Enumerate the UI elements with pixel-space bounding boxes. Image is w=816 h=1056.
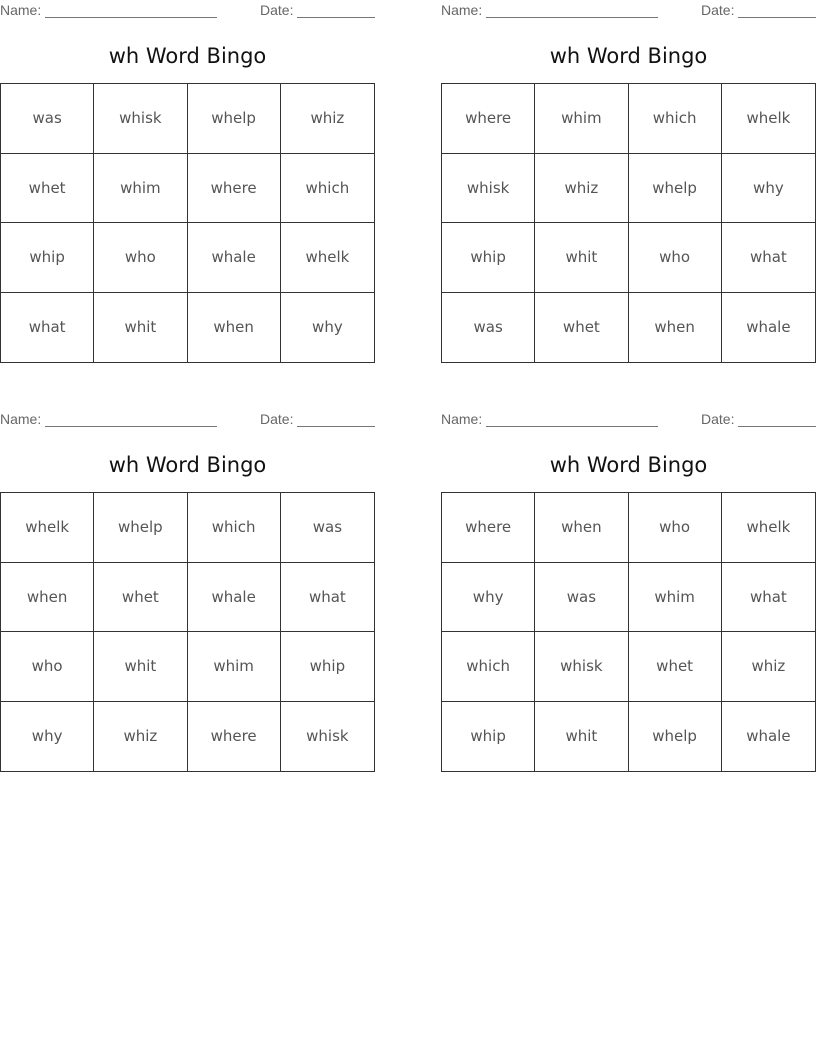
name-label: Name: [0, 2, 42, 18]
bingo-cell: what [1, 293, 94, 363]
bingo-cell: whim [94, 154, 187, 224]
bingo-card-4 [441, 409, 816, 774]
bingo-cell: whale [188, 563, 281, 633]
bingo-cell: which [629, 84, 722, 154]
bingo-cell: when [629, 293, 722, 363]
bingo-cell: whip [442, 223, 535, 293]
bingo-cell: whim [535, 84, 628, 154]
bingo-cell: where [442, 493, 535, 563]
bingo-cell: whip [1, 223, 94, 293]
bingo-cell: who [629, 223, 722, 293]
bingo-cell: whim [188, 632, 281, 702]
bingo-cell: where [188, 154, 281, 224]
date-label: Date: [260, 2, 294, 18]
date-label: Date: [260, 411, 294, 427]
bingo-cell: was [442, 293, 535, 363]
card-title: wh Word Bingo [108, 453, 267, 477]
bingo-cell: whit [94, 293, 187, 363]
bingo-cell: whiz [281, 84, 374, 154]
bingo-cell: whelp [629, 702, 722, 772]
bingo-cell: whiz [722, 632, 815, 702]
bingo-cell: whisk [94, 84, 187, 154]
bingo-grid [441, 492, 816, 772]
name-blank-line [45, 17, 217, 18]
bingo-cell: was [281, 493, 374, 563]
bingo-cell: when [1, 563, 94, 633]
bingo-cell: whet [629, 632, 722, 702]
bingo-cell: which [188, 493, 281, 563]
bingo-cell: whelp [94, 493, 187, 563]
bingo-cell: whelk [1, 493, 94, 563]
bingo-card-2 [441, 0, 816, 365]
bingo-card-1 [0, 0, 375, 365]
bingo-cell: whiz [535, 154, 628, 224]
bingo-cell: whale [746, 318, 791, 337]
bingo-cell: who [94, 223, 187, 293]
name-label: Name: [441, 411, 483, 427]
bingo-cell: whale [746, 727, 791, 746]
bingo-cell: why [722, 154, 815, 224]
bingo-grid [0, 492, 375, 772]
bingo-cell: who [1, 632, 94, 702]
bingo-cell: whet [535, 293, 628, 363]
name-blank-line [45, 426, 217, 427]
bingo-cell: whit [94, 632, 187, 702]
bingo-grid [0, 83, 375, 363]
bingo-cell: whim [629, 563, 722, 633]
bingo-cell: whisk [535, 632, 628, 702]
bingo-cell: whelk [281, 223, 374, 293]
card-header [0, 411, 375, 429]
card-title: wh Word Bingo [549, 453, 708, 477]
card-header [441, 411, 816, 429]
bingo-cell: why [312, 318, 343, 337]
bingo-cell: where [442, 84, 535, 154]
bingo-cell: whip [442, 702, 535, 772]
bingo-cell: when [535, 493, 628, 563]
bingo-cell: whip [281, 632, 374, 702]
date-label: Date: [701, 411, 735, 427]
bingo-cell: whet [94, 563, 187, 633]
bingo-cell: where [188, 702, 281, 772]
bingo-cell: was [1, 84, 94, 154]
bingo-cell: whelp [629, 154, 722, 224]
bingo-cell: whit [535, 702, 628, 772]
bingo-cell: whisk [306, 727, 349, 746]
name-blank-line [486, 17, 658, 18]
bingo-cell: what [281, 563, 374, 633]
bingo-cell: which [442, 632, 535, 702]
bingo-cell: was [535, 563, 628, 633]
bingo-cell: whelp [188, 84, 281, 154]
date-blank-line [297, 17, 375, 18]
bingo-cell: what [722, 563, 815, 633]
date-label: Date: [701, 2, 735, 18]
bingo-cell: which [281, 154, 374, 224]
card-title: wh Word Bingo [549, 44, 708, 68]
bingo-cell: whisk [442, 154, 535, 224]
bingo-grid [441, 83, 816, 363]
date-blank-line [738, 426, 816, 427]
bingo-cell: who [629, 493, 722, 563]
bingo-cell: what [722, 223, 815, 293]
bingo-cell: whit [535, 223, 628, 293]
card-header [441, 2, 816, 20]
bingo-cell: why [442, 563, 535, 633]
bingo-cell: whale [188, 223, 281, 293]
bingo-cell: whelk [722, 493, 815, 563]
date-blank-line [738, 17, 816, 18]
bingo-cell: why [1, 702, 94, 772]
date-blank-line [297, 426, 375, 427]
name-label: Name: [441, 2, 483, 18]
bingo-cell: when [188, 293, 281, 363]
name-blank-line [486, 426, 658, 427]
bingo-cell: whelk [722, 84, 815, 154]
bingo-card-3 [0, 409, 375, 774]
card-title: wh Word Bingo [108, 44, 267, 68]
card-header [0, 2, 375, 20]
bingo-cell: whiz [94, 702, 187, 772]
name-label: Name: [0, 411, 42, 427]
bingo-cell: whet [1, 154, 94, 224]
